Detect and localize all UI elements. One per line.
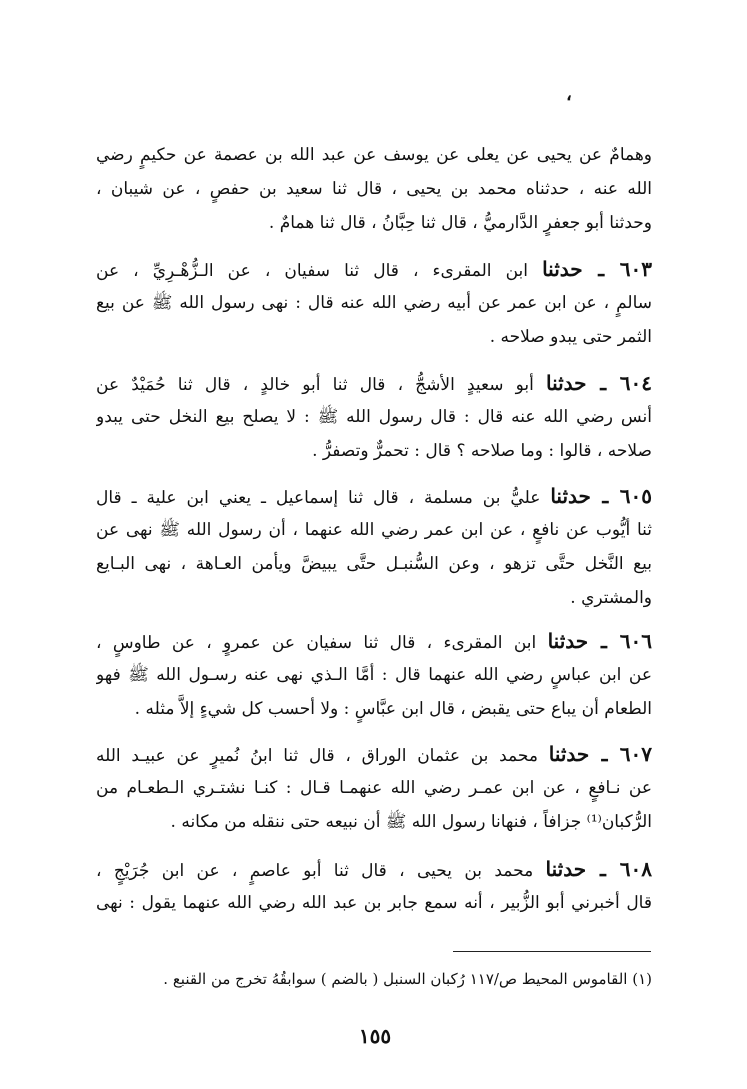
- hadith-head-word: حدثنا: [550, 484, 591, 508]
- hadith-607: [96, 737, 652, 839]
- text-line: وهمامٌ عن يحيى عن يعلى عن يوسف عن عبد الله بن عصمة عن حكيمٍ رضي: [96, 145, 652, 165]
- hadith-606: [96, 624, 652, 726]
- hadith-first-line: ٦٠٧ ـ حدثنا محمد بن عثمان الوراق ، قال ثنا ابنُ نُميرٍ عن عبيـد الله: [96, 742, 652, 766]
- hadith-first-line: ٦٠٤ ـ حدثنا أبو سعيدٍ الأشجُّ ، قال ثنا أبو خالدٍ ، قال ثنا حُمَيْدٌ عن: [96, 371, 652, 395]
- hadith-chain: عليُّ بن مسلمة ، قال ثنا إسماعيل ـ يعني ابن علية ـ قال: [96, 488, 541, 508]
- footnote: (١) القاموس المحيط ص/١١٧ رُكبان السنبل ( بالضم ) سوابقُهُ تخرج من القنبع .: [163, 970, 652, 988]
- text-line: ثنا أيُّوب عن نافعٍ ، عن ابن عمر رضي الله عنهما ، أن رسول الله ﷺ نهى عن: [96, 520, 652, 540]
- text-line: بيع النَّخل حتَّى تزهو ، وعن السُّنبـل حتَّى يبيضَّ ويأمن العـاهة ، نهى البـايع: [96, 554, 652, 574]
- text-line: قال أخبرني أبو الزُّبير ، أنه سمع جابر بن عبد الله رضي الله عنهما يقول : نهى: [96, 893, 652, 913]
- text-line: وحدثنا أبو جعفرٍ الدَّارميُّ ، قال ثنا حِبَّانُ ، قال ثنا همامٌ .: [268, 213, 652, 233]
- hadith-number: ٦٠٧: [619, 742, 652, 766]
- paragraph-continuation: [96, 138, 652, 240]
- header-mark: ،: [566, 84, 572, 105]
- hadith-head-word: حدثنا: [542, 257, 583, 281]
- footnote-divider: [453, 951, 651, 952]
- text-line: عن ابن عباسٍ رضي الله عنهما قال : أمَّا الـذي نهى عنه رسـول الله ﷺ فهو: [96, 665, 652, 685]
- hadith-head-word: حدثنا: [545, 857, 587, 881]
- page-number: ١٥٥: [358, 1024, 392, 1048]
- text-line: صلاحه ، قالوا : وما صلاحه ؟ قال : تحمرٌّ وتصفرُّ .: [312, 441, 652, 461]
- hadith-605: [96, 479, 652, 615]
- hadith-head-word: حدثنا: [547, 629, 589, 653]
- hadith-604: [96, 366, 652, 468]
- hadith-first-line: ٦٠٦ ـ حدثنا ابن المقرىء ، قال ثنا سفيان عن عمروٍ ، عن طاوسٍ ،: [96, 629, 652, 653]
- hadith-chain: محمد بن عثمان الوراق ، قال ثنا ابنُ نُميرٍ عن عبيـد الله: [96, 746, 538, 766]
- hadith-number: ٦٠٣: [619, 257, 652, 281]
- hadith-head-word: حدثنا: [545, 371, 587, 395]
- text-line: عن نـافعٍ ، عن ابن عمـر رضي الله عنهمـا قـال : كنـا نشتـري الـطعـام من: [96, 778, 652, 798]
- text-line: الثمر حتى يبدو صلاحه .: [489, 327, 652, 347]
- text-line: سالمٍ ، عن ابن عمر عن أبيه رضي الله عنه قال : نهى رسول الله ﷺ عن بيع: [96, 293, 652, 313]
- hadith-chain: أبو سعيدٍ الأشجُّ ، قال ثنا أبو خالدٍ ، قال ثنا حُمَيْدٌ عن: [96, 375, 534, 395]
- hadith-603: [96, 252, 652, 354]
- text-line: الطعام أن يباع حتى يقبض ، قال ابن عبَّاسٍ : ولا أحسب كل شيءٍ إلاَّ مثله .: [134, 699, 652, 719]
- hadith-chain: ابن المقرىء ، قال ثنا سفيان ، عن الـزُّهْـرِيِّ ، عن: [96, 261, 528, 281]
- hadith-first-line: ٦٠٨ ـ حدثنا محمد بن يحيى ، قال ثنا أبو عاصمٍ ، عن ابن جُرَيْجٍ ،: [96, 857, 652, 881]
- text-line: والمشتري .: [570, 588, 652, 608]
- hadith-number: ٦٠٥: [619, 484, 652, 508]
- text-line: الله عنه ، حدثناه محمد بن يحيى ، قال ثنا سعيد بن حفصٍ ، عن شيبان ،: [96, 179, 652, 199]
- hadith-head-word: حدثنا: [548, 742, 590, 766]
- text-line: أنس رضي الله عنه قال : قال رسول الله ﷺ : لا يصلح بيع النخل حتى يبدو: [96, 407, 652, 427]
- hadith-first-line: ٦٠٥ ـ حدثنا عليُّ بن مسلمة ، قال ثنا إسماعيل ـ يعني ابن علية ـ قال: [96, 484, 652, 508]
- hadith-chain: محمد بن يحيى ، قال ثنا أبو عاصمٍ ، عن ابن جُرَيْجٍ ،: [96, 861, 534, 881]
- hadith-number: ٦٠٨: [619, 857, 652, 881]
- hadith-first-line: ٦٠٣ ـ حدثنا ابن المقرىء ، قال ثنا سفيان ، عن الـزُّهْـرِيِّ ، عن: [96, 257, 652, 281]
- hadith-608: [96, 852, 652, 920]
- hadith-number: ٦٠٤: [619, 371, 652, 395]
- hadith-number: ٦٠٦: [619, 629, 652, 653]
- hadith-chain: ابن المقرىء ، قال ثنا سفيان عن عمروٍ ، عن طاوسٍ ،: [96, 633, 537, 653]
- text-line: الرُّكبان⁽¹⁾ جزافاً ، فنهانا رسول الله ﷺ أن نبيعه حتى ننقله من مكانه .: [170, 812, 652, 832]
